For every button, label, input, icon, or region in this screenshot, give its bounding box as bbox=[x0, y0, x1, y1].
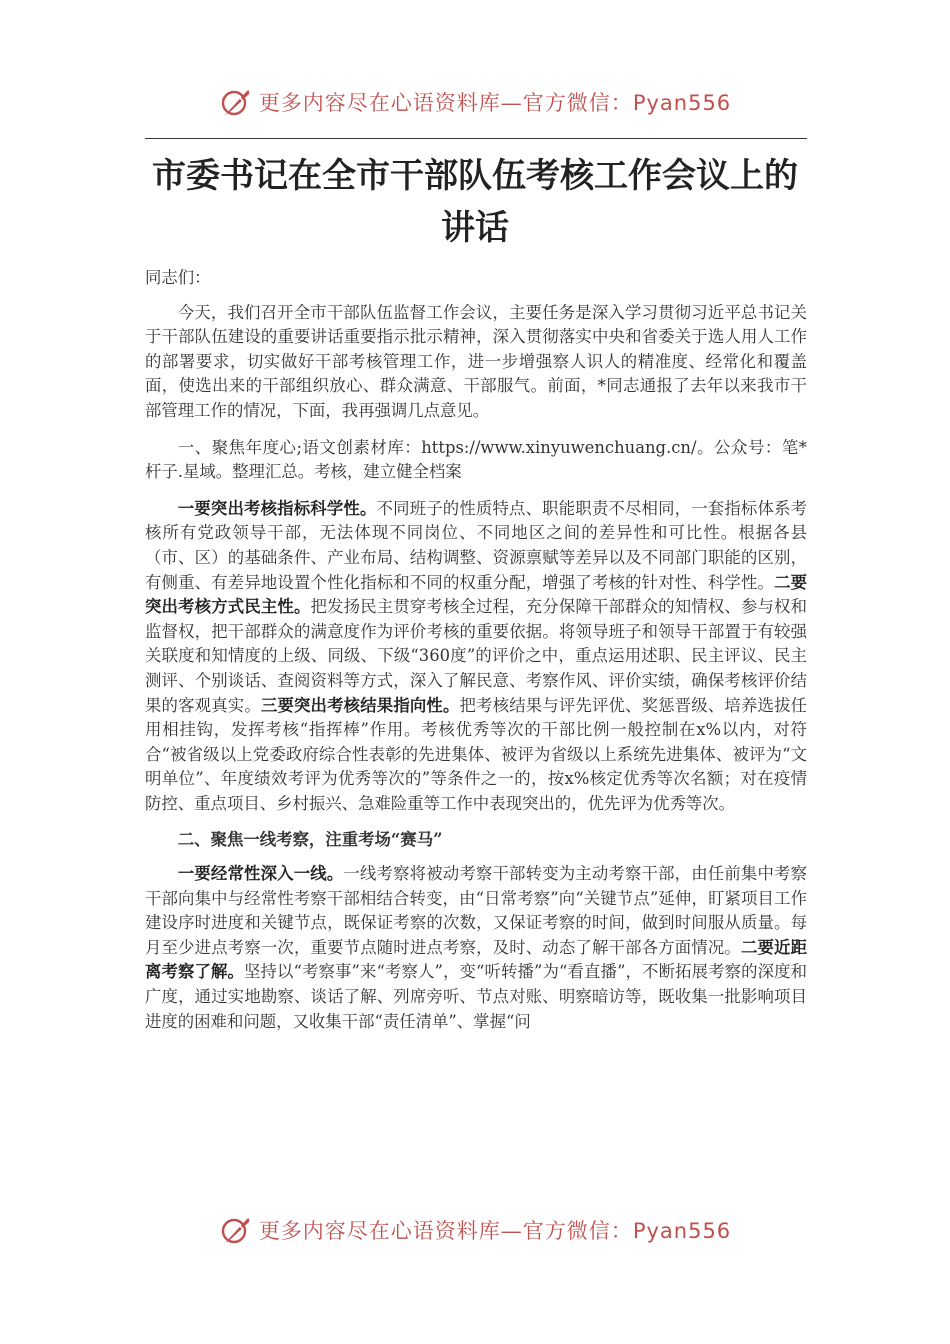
document-body bbox=[145, 266, 807, 1034]
banner-text: 更多内容尽在心语资料库—官方微信：Pyan556 bbox=[258, 91, 732, 115]
section-2-paragraph: 一要经常性深入一线。一线考察将被动考察干部转变为主动考察干部，由任前集中考察干部向集中与经常性考察干部相结合转变，由“日常考察”向“关键节点”延伸，盯紧项目工作建设序时进度和关键节点，既保证考察的次数，又保证考察的时间，做到时间服从质量。每月至少进点考察一次，重要节点随时进点考察，及时、动态了解干部各方面情况。二要近距离考察了解。坚持以“考察事”来“考察人”，变“听转播”为“看直播”，不断拓展考察的深度和广度，通过实地勘察、谈话了解、列席旁听、节点对账、明察暗访等，既收集一批影响项目进度的困难和问题，又收集干部“责任清单”、掌握“问 bbox=[145, 864, 808, 1031]
header-banner bbox=[0, 82, 950, 122]
header-rule bbox=[145, 138, 807, 139]
quill-logo-icon bbox=[219, 1213, 253, 1247]
section-1-paragraph: 一要突出考核指标科学性。不同班子的性质特点、职能职责不尽相同，一套指标体系考核所有党政领导干部，无法体现不同岗位、不同地区之间的差异性和可比性。根据各县（市、区）的基础条件、产业布局、结构调整、资源禀赋等差异以及不同部门职能的区别，有侧重、有差异地设置个性化指标和不同的权重分配，增强了考核的针对性、科学性。二要突出考核方式民主性。把发扬民主贯穿考核全过程，充分保障干部群众的知情权、参与权和监督权，把干部群众的满意度作为评价考核的重要依据。将领导班子和领导干部置于有较强关联度和知情度的上级、同级、下级“360度”的评价之中，重点运用述职、民主评议、民主测评、个别谈话、查阅资料等方式，深入了解民意、考察作风、评价实绩，确保考核评价结果的客观真实。三要突出考核结果指向性。把考核结果与评先评优、奖惩晋级、培养选拔任用相挂钩，发挥考核“指挥棒”作用。考核优秀等次的干部比例一般控制在x%以内，对符合“被省级以上党委政府综合性表彰的先进集体、被评为省级以上系统先进集体、被评为“文明单位”、年度绩效考评为优秀等次的”等条件之一的，按x%核定优秀等次名额；对在疫情防控、重点项目、乡村振兴、急难险重等工作中表现突出的，优先评为优秀等次。 bbox=[145, 498, 808, 813]
quill-logo-icon bbox=[219, 85, 253, 119]
section-2-heading: 二、聚焦一线考察，注重考场“赛马” bbox=[177, 830, 443, 850]
footer-banner bbox=[0, 1210, 950, 1250]
banner-text: 更多内容尽在心语资料库—官方微信：Pyan556 bbox=[258, 1219, 732, 1243]
intro-paragraph: 今天，我们召开全市干部队伍监督工作会议，主要任务是深入学习贯彻习近平总书记关于干部队伍建设的重要讲话重要指示批示精神，深入贯彻落实中央和省委关于选人用人工作的部署要求，切实做好干部考核管理工作，进一步增强察人识人的精准度、经常化和覆盖面，使选出来的干部组织放心、群众满意、干部服气。前面，*同志通报了去年以来我市干部管理工作的情况，下面，我再强调几点意见。 bbox=[145, 302, 807, 420]
section-1-heading: 一、聚焦年度心;语文创素材库：https://www.xinyuwenchuang.cn/。公众号：笔*杆子.星域。整理汇总。考核，建立健全档案 bbox=[145, 437, 807, 482]
page-title: 市委书记在全市干部队伍考核工作会议上的讲话 bbox=[152, 156, 798, 248]
greeting: 同志们： bbox=[145, 268, 211, 287]
